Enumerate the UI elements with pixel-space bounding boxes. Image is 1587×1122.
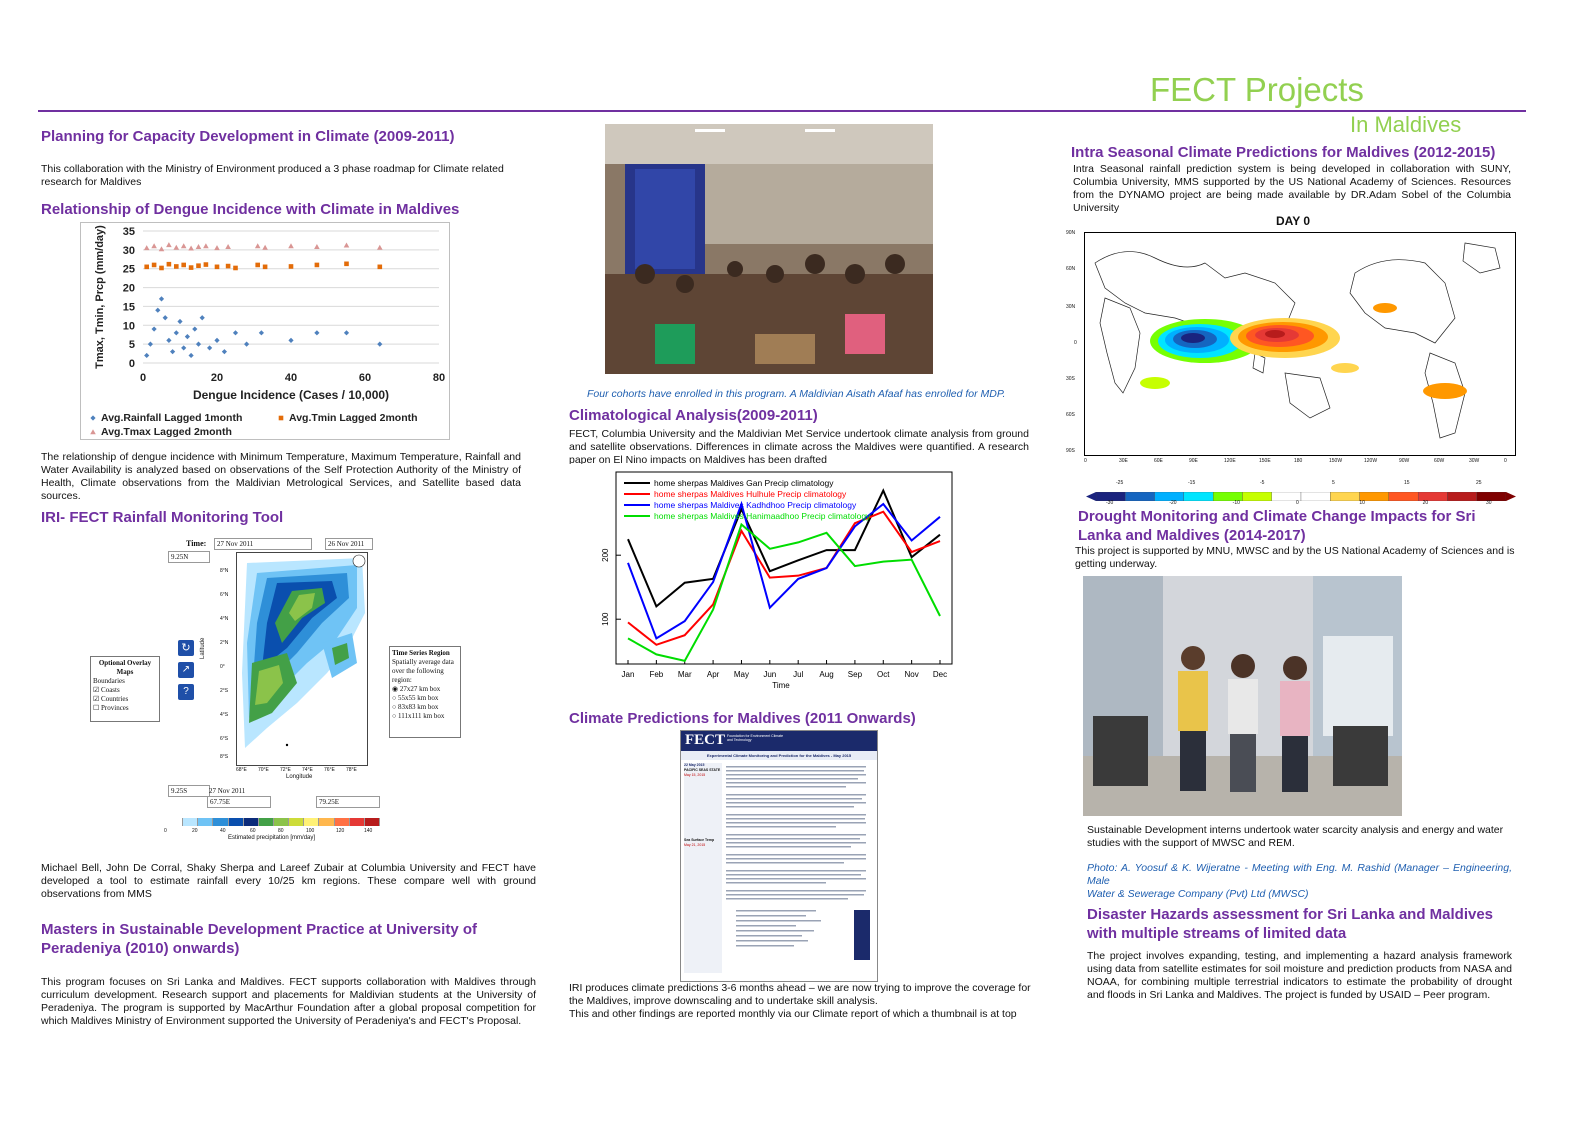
- precip-scale-segment: [244, 818, 259, 826]
- x-tick-label: Jun: [763, 670, 777, 679]
- precip-climatology-chart: [592, 466, 966, 694]
- lat-tick: 30N: [1066, 304, 1076, 310]
- section-disaster-title: Disaster Hazards assessment for Sri Lanka and Maldives with multiple streams of limited data: [1087, 906, 1494, 942]
- colourbar-label: 20: [1422, 500, 1429, 506]
- radio-empty-icon[interactable]: ○: [392, 712, 397, 720]
- section-disaster-body: The project involves expanding, testing, and implementing a hazard analysis framework using data from satellite estimates for soil moisture and prediction products from NASA and NOAA, for combining multiple terrestrial indicators to estimate the probability of drought and floods in Sri Lanka and Maldives. The project is funded by USAID – Peer program.: [1087, 950, 1512, 1001]
- scatter-point: [196, 342, 201, 347]
- report-side-item: May 21, 2015: [684, 843, 706, 847]
- lat-tick: 90S: [1066, 448, 1075, 454]
- region-option-111[interactable]: [392, 712, 458, 721]
- x-tick-label: Nov: [904, 670, 919, 679]
- series-line: [628, 512, 940, 645]
- scatter-point: [262, 245, 268, 250]
- scatter-point: [144, 245, 150, 250]
- precip-scale-segment: [183, 818, 198, 826]
- y-axis-label: Tmax, Tmin, Prcp (mm/day): [94, 225, 106, 369]
- y-tick-label: 15: [122, 301, 135, 314]
- lon-tick: 76°E: [324, 767, 335, 773]
- lon-tick: 74°E: [302, 767, 313, 773]
- overlay-item-label: Coasts: [101, 686, 120, 694]
- scatter-point: [181, 345, 186, 350]
- lat-top-value: 9.25N: [171, 553, 189, 561]
- overlay-coasts[interactable]: [93, 686, 157, 695]
- lon-left-field[interactable]: [207, 796, 271, 808]
- time-start-value: 27 Nov 2011: [217, 540, 254, 548]
- scatter-point: [166, 242, 172, 247]
- section-drought-body-2: Sustainable Development interns undertook water scarcity analysis and energy and water studies with the support of MWSC and REM.: [1087, 824, 1504, 849]
- precip-scale-segment: [229, 818, 244, 826]
- scatter-point: [289, 264, 294, 269]
- colourbar-label: 25: [1476, 480, 1482, 486]
- report-side-item: 22 May 2015: [684, 763, 705, 767]
- rainfall-map[interactable]: [236, 552, 368, 766]
- lon-tick: 70°E: [258, 767, 269, 773]
- radio-empty-icon[interactable]: ○: [392, 703, 397, 711]
- scale-tick: 0: [164, 828, 167, 834]
- lon-tick: 30E: [1119, 458, 1128, 464]
- scatter-point: [207, 345, 212, 350]
- report-brand: FECT: [685, 732, 726, 748]
- colourbar-left-arrow: [1086, 492, 1096, 501]
- legend-entry: Avg.Rainfall Lagged 1month: [101, 412, 243, 424]
- time-end-value: 26 Nov 2011: [328, 540, 365, 548]
- scatter-point: [215, 265, 220, 270]
- scatter-point: [174, 330, 179, 335]
- scatter-point: [174, 264, 179, 269]
- section-capacity-body: This collaboration with the Ministry of Environment produced a 3 phase roadmap for Climate related research for Maldives: [41, 163, 504, 188]
- colourbar-label: 10: [1359, 500, 1365, 506]
- refresh-icon[interactable]: ↻: [178, 640, 194, 656]
- x-axis-label: Time: [772, 681, 790, 690]
- lat-tick: 6°S: [220, 736, 229, 742]
- scatter-point: [204, 262, 209, 267]
- day0-lat-ticks: [1066, 230, 1084, 456]
- y-tick-label: 20: [122, 282, 135, 295]
- precip-scale-segment: [350, 818, 365, 826]
- lon-tick: 60E: [1154, 458, 1163, 464]
- timeseries-desc: Spatially average data over the following region:: [392, 658, 454, 684]
- region-option-27[interactable]: [392, 685, 458, 694]
- lon-left-value: 67.75E: [210, 798, 231, 806]
- lat-tick: 2°N: [220, 640, 229, 646]
- lon-tick: 150W: [1329, 458, 1343, 464]
- x-tick-label: 0: [139, 372, 147, 384]
- scatter-point: [279, 416, 284, 421]
- lon-tick: 0: [1084, 458, 1087, 464]
- scatter-point: [144, 353, 149, 358]
- lon-tick: 180: [1294, 458, 1303, 464]
- rain-pattern: [237, 553, 367, 765]
- checkbox-empty-icon[interactable]: ☐: [93, 704, 100, 712]
- scatter-point: [314, 330, 319, 335]
- lon-tick: 90E: [1189, 458, 1198, 464]
- lat-tick: 8°N: [220, 568, 229, 574]
- scatter-point: [148, 342, 153, 347]
- report-side-item: PACIFIC SEAS STATE: [684, 768, 721, 772]
- y-tick-label: 35: [122, 226, 135, 238]
- x-tick-label: Dec: [932, 670, 948, 679]
- scatter-point: [214, 245, 220, 250]
- section-climatology-body: FECT, Columbia University and the Maldivian Met Service undertook climate analysis from ground and satellite observations. Differences in climate across the Maldives were quantified. A research paper on El Nino impacts on Maldives has been drafted: [569, 428, 1029, 464]
- scale-tick: 100: [306, 828, 315, 834]
- scatter-point: [344, 330, 349, 335]
- anomaly-field: [1140, 303, 1467, 399]
- overlay-countries[interactable]: [93, 695, 157, 704]
- section-dengue-body: The relationship of dengue incidence with Minimum Temperature, Maximum Temperature, Rainfall and Water Availability is analyzed based on observations of the Self Protection Authority of the Ministry of Health, Climate observations from the Maldivian Metrological Services, and Satellite based data sources.: [41, 451, 521, 502]
- lat-tick: 90N: [1066, 230, 1076, 236]
- scatter-point: [177, 319, 182, 324]
- scale-tick: 120: [336, 828, 345, 834]
- scatter-point: [288, 338, 293, 343]
- report-header: [681, 731, 877, 751]
- day0-title: DAY 0: [1276, 214, 1311, 228]
- scatter-point: [159, 296, 164, 301]
- precip-scale-segment: [274, 818, 289, 826]
- header-subtitle: In Maldives: [1350, 112, 1462, 137]
- scatter-point: [344, 262, 349, 267]
- scatter-point: [226, 264, 231, 269]
- lon-tick: 30W: [1469, 458, 1480, 464]
- section-capacity-title: Planning for Capacity Development in Climate (2009-2011): [41, 128, 455, 145]
- climate-report-thumbnail[interactable]: [680, 730, 878, 982]
- bottom-date: 27 Nov 2011: [209, 787, 246, 795]
- region-option-label: 27x27 km box: [399, 685, 441, 693]
- region-option-label: 55x55 km box: [397, 694, 439, 702]
- scatter-point: [166, 338, 171, 343]
- report-side-item: Sea Surface Temp: [684, 838, 715, 842]
- scatter-point: [233, 330, 238, 335]
- x-tick-label: May: [733, 670, 750, 679]
- scatter-point: [163, 315, 168, 320]
- report-body: [681, 760, 877, 978]
- region-option-label: 111x111 km box: [397, 712, 445, 720]
- lon-tick: 60W: [1434, 458, 1445, 464]
- report-sidebar: [684, 763, 722, 973]
- day0-lon-ticks: [1084, 458, 1516, 466]
- scatter-point: [263, 265, 268, 270]
- precip-scale-segment: [259, 818, 274, 826]
- scale-tick: 80: [278, 828, 284, 834]
- scatter-point: [196, 263, 201, 268]
- scatter-point: [155, 308, 160, 313]
- colourbar-label: 15: [1404, 480, 1410, 486]
- x-tick-label: 40: [284, 372, 298, 384]
- lon-tick: 150E: [1259, 458, 1271, 464]
- x-tick-label: 60: [358, 372, 372, 384]
- colourbar-label: 5: [1332, 480, 1335, 486]
- legend-entry: home sherpas Maldives Hulhule Precip climatology: [654, 489, 847, 499]
- x-tick-label: Jan: [621, 670, 635, 679]
- section-climatology-title: Climatological Analysis(2009-2011): [569, 407, 818, 424]
- scatter-point: [144, 265, 149, 270]
- lat-bottom-field[interactable]: [168, 785, 210, 797]
- scatter-point: [170, 349, 175, 354]
- scale-tick: 140: [364, 828, 373, 834]
- day0-cbar-top-labels: [1116, 480, 1486, 488]
- legend-entry: Avg.Tmin Lagged 2month: [289, 412, 418, 424]
- colourbar-label: -15: [1188, 480, 1196, 486]
- section-drought-body: This project is supported by MNU, MWSC and by the US National Academy of Sciences and is getting underway.: [1075, 545, 1515, 570]
- overlay-panel: [90, 656, 160, 722]
- scatter-point: [233, 266, 238, 271]
- lat-tick: 6°N: [220, 592, 229, 598]
- lon-tick: 78°E: [346, 767, 357, 773]
- lon-tick: 0: [1504, 458, 1507, 464]
- colourbar-label: 30: [1486, 500, 1492, 506]
- scatter-point: [188, 246, 194, 251]
- lon-tick: 90W: [1399, 458, 1410, 464]
- x-tick-label: Aug: [819, 670, 834, 679]
- section-intraseasonal-body: Intra Seasonal rainfall prediction system is being developed in collaboration with SUNY, Columbia University, MMS supported by the US National Academy of Sciences. Resources from the DYNAMO project are being made available by DR.Adam Sobel of the Columbia University: [1073, 163, 1511, 214]
- day0-map-frame: [1084, 232, 1516, 456]
- scatter-point: [167, 262, 172, 267]
- x-tick-label: Mar: [677, 670, 692, 679]
- section-masters-body: This program focuses on Sri Lanka and Maldives. FECT supports collaboration with Maldives through curriculum development. Research support and placements for Maldivian students at the University of Peradeniya. The program is supported by MacArthur Foundation after a global proposal competition for which Maldives Ministry of Environment supported the University of Peradeniya's and FECT's Proposal.: [41, 976, 536, 1027]
- precip-scale-segment: [304, 818, 319, 826]
- scatter-point: [174, 245, 180, 250]
- section-dengue-title: Relationship of Dengue Incidence with Climate in Maldives: [41, 201, 460, 218]
- report-title: Experimental Climate Monitoring and Prediction for the Maldives - May 2015: [681, 751, 877, 760]
- expand-icon[interactable]: ↗: [178, 662, 194, 678]
- scatter-point: [152, 263, 157, 268]
- x-tick-label: 20: [210, 372, 224, 384]
- precip-scale-segment: [319, 818, 334, 826]
- scatter-point: [159, 266, 164, 271]
- lat-tick: 2°S: [220, 688, 229, 694]
- x-tick-label: Apr: [706, 670, 720, 679]
- colourbar-label: 0: [1296, 500, 1299, 506]
- checkbox-checked-icon[interactable]: ☑: [93, 695, 100, 703]
- colourbar-label: -10: [1232, 500, 1240, 506]
- precip-scale-label: Estimated precipitation [mm/day]: [228, 835, 316, 841]
- legend-entry: Avg.Tmax Lagged 2month: [101, 426, 232, 438]
- lon-right-value: 79.25E: [319, 798, 340, 806]
- header-rule: [38, 110, 1526, 112]
- scatter-point: [315, 263, 320, 268]
- time-end-field[interactable]: [325, 538, 373, 550]
- classroom-photo-svg: [605, 124, 933, 374]
- scatter-point: [151, 243, 157, 248]
- dengue-chart: [80, 222, 450, 440]
- lat-tick: 0: [1074, 340, 1077, 346]
- scatter-point: [377, 342, 382, 347]
- precip-scale-segment: [289, 818, 304, 826]
- colourbar-label: -30: [1106, 500, 1114, 506]
- scatter-point: [244, 342, 249, 347]
- section-masters-title: Masters in Sustainable Development Practice at University of Peradeniya (2010) onwards): [41, 921, 477, 957]
- lat-tick: 0°: [220, 664, 225, 670]
- scatter-point: [181, 243, 187, 248]
- colourbar-right-arrow: [1506, 492, 1516, 501]
- lat-ticks: [220, 554, 236, 764]
- rainfall-tool: [88, 534, 468, 844]
- overlay-group: Boundaries: [93, 677, 125, 685]
- region-option-55[interactable]: [392, 694, 458, 703]
- scatter-point: [203, 243, 209, 248]
- scatter-point: [255, 263, 260, 268]
- lon-tick: 72°E: [280, 767, 291, 773]
- scatter-point: [200, 315, 205, 320]
- section-predictions-body-2: This and other findings are reported monthly via our Climate report of which a thumbnail is at top: [569, 1008, 1017, 1020]
- overlay-item-label: Provinces: [101, 704, 129, 712]
- lat-bottom-value: 9.25S: [171, 787, 188, 795]
- report-text-lines-svg: [726, 764, 872, 969]
- rainfall-map-svg: [237, 553, 367, 765]
- legend-entry: home sherpas Maldives Kadhdhoo Precip climatology: [654, 500, 857, 510]
- lat-tick: 60N: [1066, 266, 1076, 272]
- overlay-provinces[interactable]: [93, 704, 157, 713]
- lat-axis-label: Latitude: [200, 637, 206, 659]
- precip-scale-segment: [335, 818, 350, 826]
- x-tick-label: Oct: [877, 670, 890, 679]
- scatter-point: [192, 326, 197, 331]
- y-tick-label: 25: [122, 263, 135, 276]
- scatter-point: [196, 244, 202, 249]
- report-brand-sub: Foundation for Environment Climate and Technology: [727, 734, 784, 742]
- lon-right-field[interactable]: [316, 796, 380, 808]
- region-option-label: 83x83 km box: [397, 703, 439, 711]
- scatter-point: [152, 326, 157, 331]
- meeting-photo: [1083, 576, 1402, 816]
- precip-scale-segment: [213, 818, 228, 826]
- scatter-point: [314, 244, 320, 249]
- header-title: FECT Projects: [1150, 71, 1364, 108]
- lon-tick: 120W: [1364, 458, 1378, 464]
- overlay-title: Optional Overlay Maps: [98, 659, 152, 676]
- scatter-point: [189, 265, 194, 270]
- section-predictions-title: Climate Predictions for Maldives (2011 Onwards): [569, 710, 916, 727]
- y-tick-label: 10: [122, 320, 135, 333]
- classroom-photo-caption: Four cohorts have enrolled in this program. A Maldivian Aisath Afaaf has enrolled for MDP.: [587, 388, 1006, 400]
- radio-selected-icon[interactable]: ◉: [392, 685, 399, 693]
- day0-map: [1066, 212, 1522, 510]
- y-tick-label: 30: [122, 244, 135, 257]
- checkbox-checked-icon[interactable]: ☑: [93, 686, 100, 694]
- scatter-point: [90, 429, 96, 434]
- lat-tick: 60S: [1066, 412, 1075, 418]
- meeting-photo-svg: [1083, 576, 1402, 816]
- x-tick-label: Jul: [793, 670, 804, 679]
- scatter-point: [189, 353, 194, 358]
- lat-tick: 4°S: [220, 712, 229, 718]
- section-rainfall-tool-body: Michael Bell, John De Corral, Shaky Sherpa and Lareef Zubair at Columbia University and FECT have developed a tool to estimate rainfall every 10/25 km regions. These compare well with ground observations from MMS: [41, 862, 536, 900]
- scatter-point: [214, 338, 219, 343]
- radio-empty-icon[interactable]: ○: [392, 694, 397, 702]
- lat-top-field[interactable]: [168, 551, 210, 563]
- scatter-point: [185, 334, 190, 339]
- lat-tick: 8°S: [220, 754, 229, 760]
- scale-tick: 60: [250, 828, 256, 834]
- lon-axis-label: Longitude: [286, 774, 313, 780]
- section-rainfall-tool-title: IRI- FECT Rainfall Monitoring Tool: [41, 509, 284, 526]
- scatter-point: [259, 330, 264, 335]
- y-tick-label: 0: [128, 358, 135, 370]
- scatter-point: [377, 245, 383, 250]
- overlay-item-label: Countries: [101, 695, 129, 703]
- y-tick-label: 200: [601, 548, 610, 562]
- meeting-photo-caption: Photo: A. Yoosuf & K. Wijeratne - Meeting with Eng. M. Rashid (Manager – Engineering, Male: [1087, 862, 1512, 887]
- scale-tick: 20: [192, 828, 198, 834]
- colourbar-label: -20: [1169, 500, 1177, 506]
- section-predictions-body: IRI produces climate predictions 3-6 months ahead – we are now trying to improve the coverage for the Maldives, improve downscaling and to undertake skill analysis.: [569, 982, 1031, 1007]
- lon-tick: 120E: [1224, 458, 1236, 464]
- x-tick-label: Feb: [649, 670, 664, 679]
- colourbar-label: -25: [1116, 480, 1124, 486]
- scatter-point: [344, 243, 350, 248]
- region-option-83[interactable]: [392, 703, 458, 712]
- report-side-item: May 15, 2015: [684, 773, 706, 777]
- x-axis-label: Dengue Incidence (Cases / 10,000): [192, 388, 390, 402]
- lon-tick: 68°E: [236, 767, 247, 773]
- legend-entry: home sherpas Maldives Hanimaadhoo Precip climatology: [654, 511, 871, 521]
- x-tick-label: 80: [432, 372, 446, 384]
- legend-entry: home sherpas Maldives Gan Precip climatology: [654, 478, 834, 488]
- y-tick-label: 100: [601, 612, 610, 626]
- precip-scale-segment: [198, 818, 213, 826]
- dengue-chart-svg: [81, 223, 449, 439]
- day0-map-svg: [1085, 233, 1515, 455]
- scale-tick: 40: [220, 828, 226, 834]
- scatter-point: [181, 263, 186, 268]
- timeseries-panel: [389, 646, 461, 738]
- lat-tick: 4°N: [220, 616, 229, 622]
- precip-climatology-chart-svg: [592, 466, 966, 694]
- precip-scale-segment: [168, 818, 183, 826]
- help-icon[interactable]: ?: [178, 684, 194, 700]
- scatter-point: [378, 265, 383, 270]
- scatter-point: [225, 244, 231, 249]
- section-drought-title: Drought Monitoring and Climate Change Impacts for Sri Lanka and Maldives (2014-2017): [1078, 508, 1476, 544]
- y-tick-label: 5: [128, 339, 135, 352]
- scatter-point: [288, 243, 294, 248]
- time-label: Time:: [186, 539, 207, 548]
- timeseries-title: Time Series Region: [392, 649, 450, 657]
- section-intraseasonal-title: Intra Seasonal Climate Predictions for Maldives (2012-2015): [1071, 144, 1496, 161]
- scatter-point: [222, 349, 227, 354]
- meeting-photo-caption-2: Water & Sewerage Company (Pvt) Ltd (MWSC): [1087, 888, 1309, 900]
- precip-colour-scale: [168, 818, 380, 826]
- report-text-block: [726, 764, 872, 969]
- scatter-point: [90, 415, 95, 420]
- precip-scale-segment: [365, 818, 380, 826]
- day0-colourbar: [1086, 488, 1516, 497]
- scatter-point: [159, 246, 165, 251]
- time-start-field[interactable]: [214, 538, 312, 550]
- x-tick-label: Sep: [847, 670, 863, 679]
- lat-tick: 30S: [1066, 376, 1075, 382]
- classroom-photo: [605, 124, 933, 374]
- colourbar-label: -5: [1260, 480, 1265, 486]
- scatter-point: [255, 243, 261, 248]
